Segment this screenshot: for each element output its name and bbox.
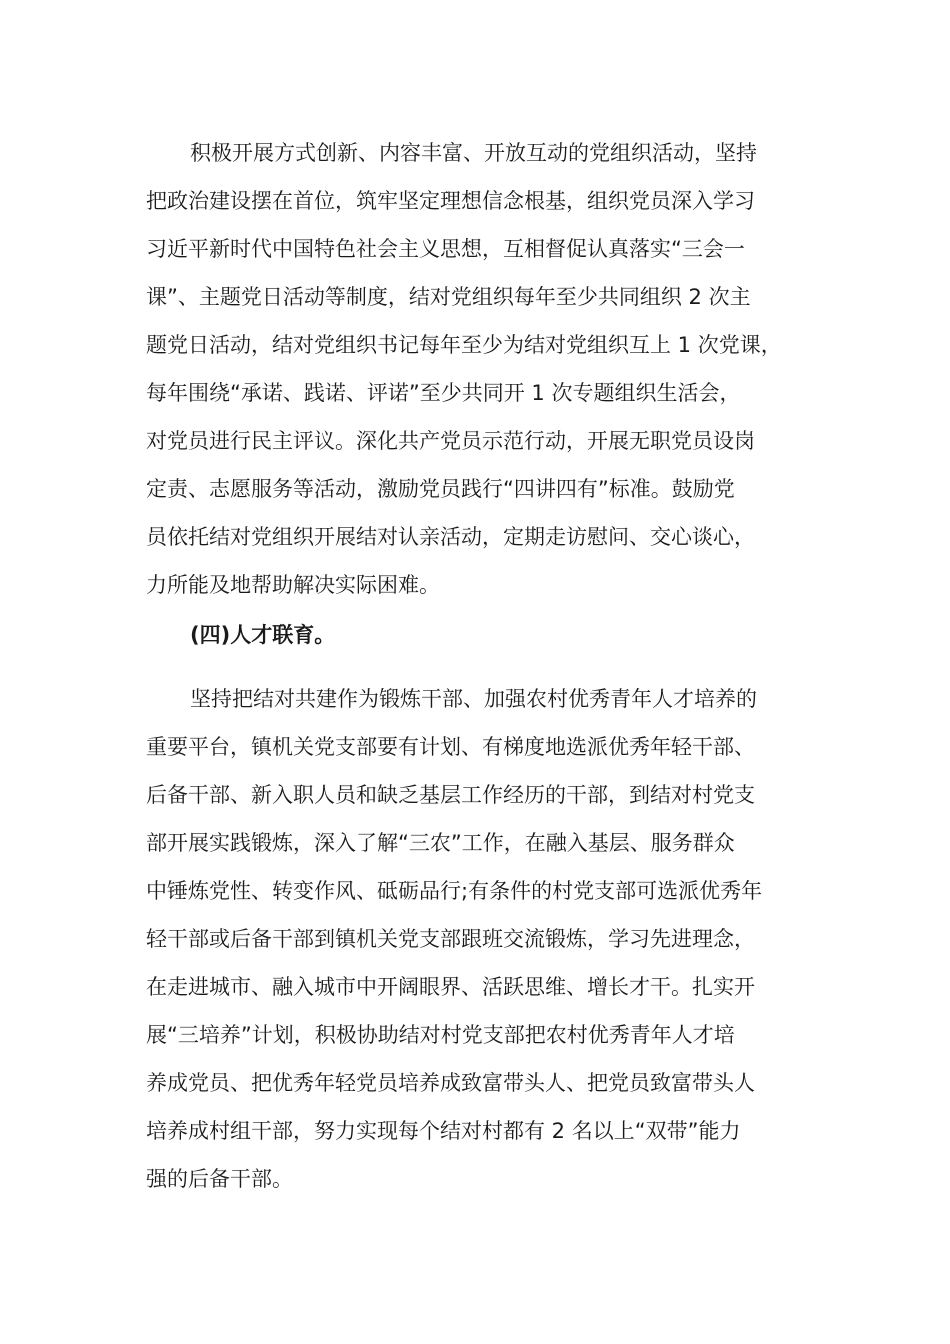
line-text: 后备干部、新入职人员和缺乏基层工作经历的干部，到结对村党支	[146, 783, 755, 807]
section-heading	[0, 615, 950, 655]
paragraph-2-line	[0, 775, 950, 815]
paragraph-2-line	[0, 727, 950, 767]
line-text: 在走进城市、融入城市中开阔眼界、活跃思维、增长才干。扎实开	[146, 975, 755, 999]
paragraph-1-line	[0, 133, 950, 173]
paragraph-2-line	[0, 679, 950, 719]
paragraph-1-line	[0, 229, 950, 269]
paragraph-2-line	[0, 1015, 950, 1055]
heading-text: (四)人才联育。	[190, 623, 336, 647]
paragraph-2-line	[0, 1063, 950, 1103]
line-text: 力所能及地帮助解决实际困难。	[146, 573, 440, 597]
paragraph-1-line	[0, 325, 950, 365]
paragraph-1-line	[0, 469, 950, 509]
paragraph-2-line	[0, 1111, 950, 1151]
line-text: 轻干部或后备干部到镇机关党支部跟班交流锻炼，学习先进理念，	[146, 927, 755, 951]
line-text: 对党员进行民主评议。深化共产党员示范行动，开展无职党员设岗	[146, 429, 755, 453]
line-text: 养成党员、把优秀年轻党员培养成致富带头人、把党员致富带头人	[146, 1071, 755, 1095]
line-text: 把政治建设摆在首位，筑牢坚定理想信念根基，组织党员深入学习	[146, 189, 755, 213]
line-text: 中锤炼党性、转变作风、砥砺品行;有条件的村党支部可选派优秀年	[146, 879, 763, 903]
paragraph-1-line	[0, 421, 950, 461]
line-text: 员依托结对党组织开展结对认亲活动，定期走访慰问、交心谈心，	[146, 525, 755, 549]
paragraph-1-line	[0, 517, 950, 557]
paragraph-1-line	[0, 565, 950, 605]
paragraph-2-line	[0, 823, 950, 863]
line-text: 部开展实践锻炼，深入了解“三农”工作，在融入基层、服务群众	[146, 831, 735, 855]
line-text: 培养成村组干部，努力实现每个结对村都有 2 名以上“双带”能力	[146, 1119, 741, 1143]
line-text: 积极开展方式创新、内容丰富、开放互动的党组织活动，坚持	[190, 141, 757, 165]
line-text: 展“三培养”计划，积极协助结对村党支部把农村优秀青年人才培	[146, 1023, 735, 1047]
line-text: 坚持把结对共建作为锻炼干部、加强农村优秀青年人才培养的	[190, 687, 757, 711]
line-text: 习近平新时代中国特色社会主义思想，互相督促认真落实“三会一	[146, 237, 745, 261]
paragraph-2-line	[0, 871, 950, 911]
paragraph-1-line	[0, 373, 950, 413]
line-text: 课”、主题党日活动等制度，结对党组织每年至少共同组织 2 次主	[146, 285, 751, 309]
paragraph-1-line	[0, 277, 950, 317]
paragraph-2-line	[0, 1159, 950, 1199]
line-text: 重要平台，镇机关党支部要有计划、有梯度地选派优秀年轻干部、	[146, 735, 755, 759]
line-text: 每年围绕“承诺、践诺、评诺”至少共同开 1 次专题组织生活会，	[146, 381, 741, 405]
line-text: 题党日活动，结对党组织书记每年至少为结对党组织互上 1 次党课，	[146, 333, 782, 357]
paragraph-2-line	[0, 919, 950, 959]
line-text: 定责、志愿服务等活动，激励党员践行“四讲四有”标准。鼓励党	[146, 477, 735, 501]
line-text: 强的后备干部。	[146, 1167, 293, 1191]
paragraph-1-line	[0, 181, 950, 221]
paragraph-2-line	[0, 967, 950, 1007]
